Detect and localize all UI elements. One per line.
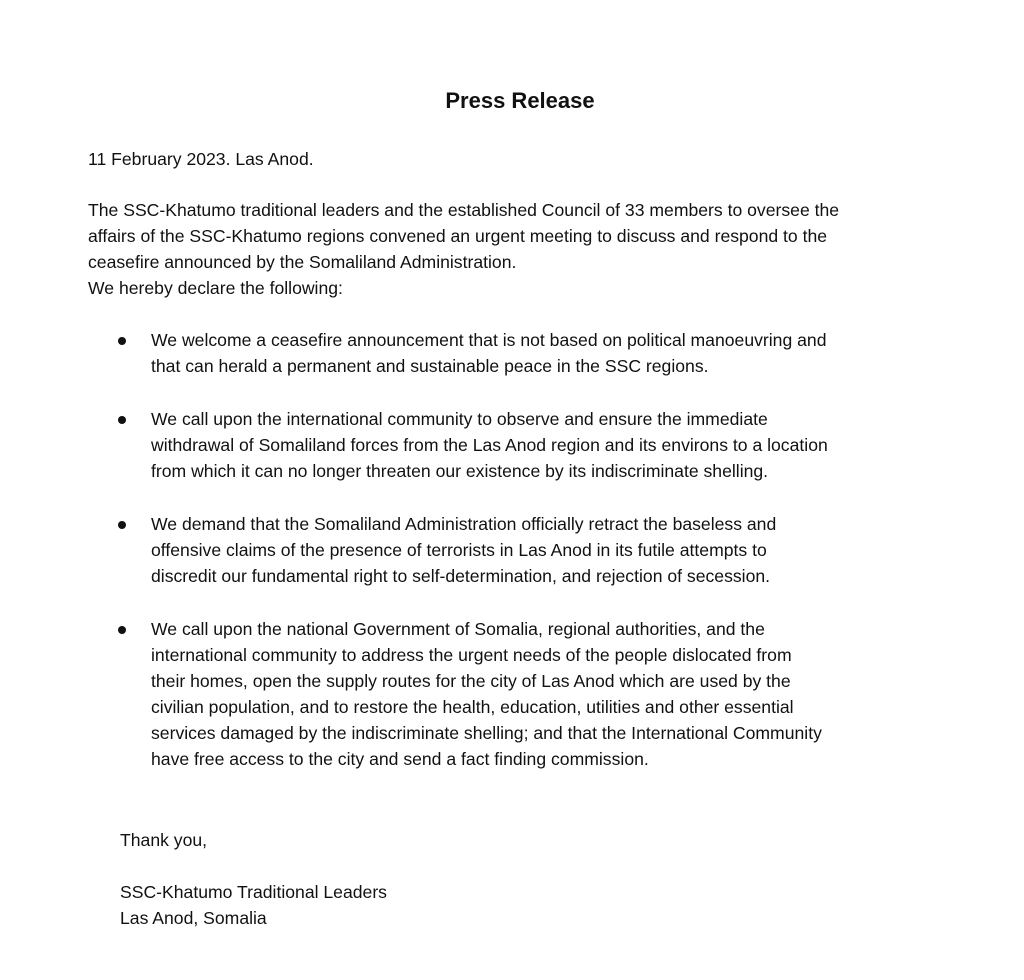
declaration-line: We demand that the Somaliland Administration officially retract the baseless and bbox=[151, 514, 777, 534]
bullet-icon bbox=[118, 337, 126, 345]
declaration-line: We call upon the international community to observe and ensure the immediate bbox=[151, 409, 768, 429]
declaration-line: their homes, open the supply routes for the city of Las Anod which are used by the bbox=[151, 671, 791, 691]
intro-line: ceasefire announced by the Somaliland Administration. bbox=[88, 252, 517, 272]
declaration-text bbox=[151, 406, 991, 484]
declaration-line: international community to address the urgent needs of the people dislocated from bbox=[151, 645, 792, 665]
declaration-line: withdrawal of Somaliland forces from the Las Anod region and its environs to a location bbox=[151, 435, 828, 455]
signatory-name: SSC-Khatumo Traditional Leaders bbox=[120, 882, 387, 902]
bullet-icon bbox=[118, 521, 126, 529]
declaration-line: that can herald a permanent and sustainable peace in the SSC regions. bbox=[151, 356, 709, 376]
intro-line: The SSC-Khatumo traditional leaders and the established Council of 33 members to oversee the bbox=[88, 200, 840, 220]
dateline: 11 February 2023. Las Anod. bbox=[88, 149, 314, 169]
closing-salutation: Thank you, bbox=[120, 830, 208, 850]
declaration-item bbox=[0, 511, 1024, 589]
declaration-text bbox=[151, 327, 991, 379]
signature-block bbox=[120, 879, 387, 931]
intro-line: affairs of the SSC-Khatumo regions convened an urgent meeting to discuss and respond to the bbox=[88, 226, 828, 246]
declaration-line: offensive claims of the presence of terrorists in Las Anod in its futile attempts to bbox=[151, 540, 767, 560]
declaration-text bbox=[151, 511, 991, 589]
signatory-location: Las Anod, Somalia bbox=[120, 908, 267, 928]
declaration-line: We call upon the national Government of Somalia, regional authorities, and the bbox=[151, 619, 765, 639]
declaration-list bbox=[0, 327, 1024, 799]
declaration-item bbox=[0, 616, 1024, 772]
bullet-icon bbox=[118, 626, 126, 634]
declaration-line: civilian population, and to restore the health, education, utilities and other essential bbox=[151, 697, 794, 717]
declaration-line: services damaged by the indiscriminate shelling; and that the International Community bbox=[151, 723, 822, 743]
declaration-item bbox=[0, 406, 1024, 484]
declaration-line: from which it can no longer threaten our existence by its indiscriminate shelling. bbox=[151, 461, 769, 481]
declaration-text bbox=[151, 616, 991, 772]
declaration-line: We welcome a ceasefire announcement that is not based on political manoeuvring and bbox=[151, 330, 827, 350]
intro-line: We hereby declare the following: bbox=[88, 278, 343, 298]
document-title: Press Release bbox=[445, 88, 595, 113]
intro-paragraph bbox=[88, 197, 968, 301]
declaration-line: discredit our fundamental right to self-determination, and rejection of secession. bbox=[151, 566, 771, 586]
declaration-line: have free access to the city and send a fact finding commission. bbox=[151, 749, 649, 769]
bullet-icon bbox=[118, 416, 126, 424]
declaration-item bbox=[0, 327, 1024, 379]
